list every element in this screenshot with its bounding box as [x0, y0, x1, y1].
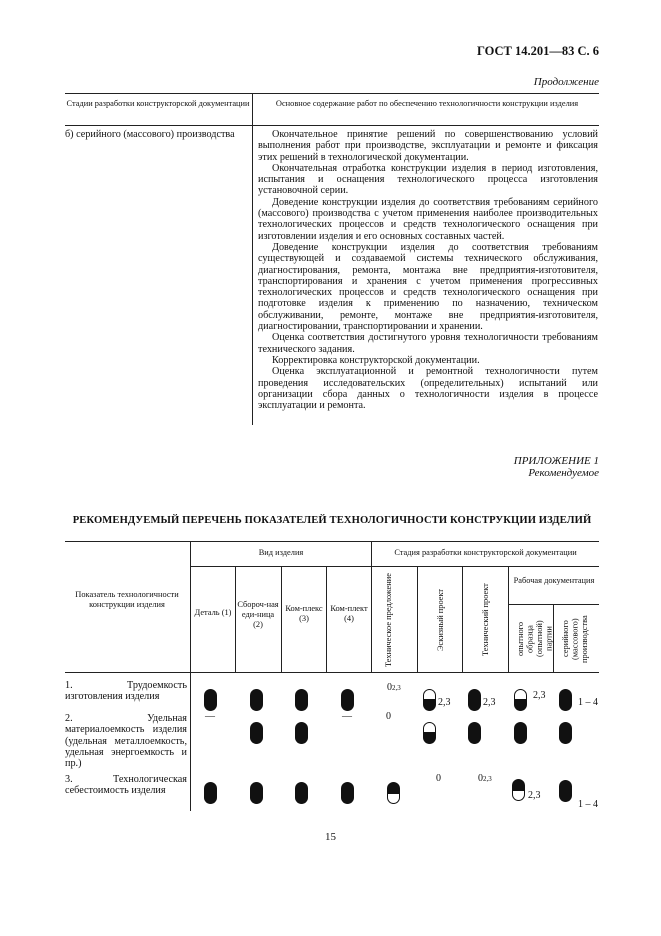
group-stage: Стадия разработки конструкторской документации — [394, 548, 577, 557]
filled-mark — [468, 722, 481, 744]
section-title: РЕКОМЕНДУЕМЫЙ ПЕРЕЧЕНЬ ПОКАЗАТЕЛЕЙ ТЕХНОЛОГИЧНОСТИ КОНСТРУКЦИИ ИЗДЕЛИЙ — [72, 515, 592, 526]
paragraph: Окончательная отработка конструкции изделия в период изготовления, испытания и оснащения технологического процесса изготовления установочной серии. — [258, 162, 598, 197]
filled-mark — [341, 782, 354, 804]
mark-text: 02,3 — [478, 773, 492, 784]
mark-text: — — [205, 711, 215, 722]
filled-mark — [204, 782, 217, 804]
top-table-col1-header: Стадии разработки конструкторской документации — [66, 99, 250, 108]
paragraph: Корректировка конструкторской документации. — [272, 354, 480, 366]
paragraph: Оценка эксплуатационной и ремонтной технологичности путем проведения исследовательских (определительных) испытаний или организации сбора данных о технологичности изделия в процессе эксплуатации и ремонта. — [258, 366, 598, 412]
table-col-divider — [417, 566, 418, 672]
col-serial: серийного (массового) производства — [561, 615, 589, 663]
col-kit: Ком-плект (4) — [330, 604, 368, 623]
mark-text: 0 — [436, 773, 441, 784]
mark-text: 2,3 — [533, 690, 546, 701]
half-filled-mark — [514, 689, 527, 711]
appendix-label: ПРИЛОЖЕНИЕ 1 — [513, 455, 599, 467]
top-table-col2-header: Основное содержание работ по обеспечению технологичности конструкции изделия — [275, 99, 579, 108]
group-product-type: Вид изделия — [258, 548, 304, 557]
filled-mark — [250, 782, 263, 804]
appendix-block — [514, 455, 599, 479]
top-table-rule-top — [65, 93, 599, 94]
filled-mark — [341, 689, 354, 711]
mark-text: 2,3 — [438, 697, 451, 708]
filled-mark — [204, 689, 217, 711]
mark-text: 2,3 — [483, 697, 496, 708]
filled-mark — [250, 722, 263, 744]
mark-text: 1 – 4 — [578, 697, 598, 708]
page-number: 15 — [325, 831, 336, 843]
col-working-docs: Рабочая документация — [513, 576, 595, 585]
paragraph: Окончательное принятие решений по совершенствованию условий выполнения работ при производстве, эксплуатации и ремонте и фиксация этих решений в технологической документации. — [258, 129, 598, 163]
half-filled-mark — [423, 722, 436, 744]
table-rule-header — [65, 672, 599, 673]
filled-mark — [295, 689, 308, 711]
filled-mark — [250, 689, 263, 711]
table-col-divider — [371, 541, 372, 672]
col-draft-design: Эскизный проект — [436, 588, 445, 652]
col-prototype: опытного образца (опытной) партии — [516, 620, 554, 658]
table-rule-group — [190, 566, 599, 567]
filled-mark — [514, 722, 527, 744]
col-assembly: Сбороч-ная еди-ница (2) — [237, 600, 279, 629]
table-col-divider — [462, 566, 463, 672]
filled-mark — [559, 722, 572, 744]
filled-mark — [559, 689, 572, 711]
mark-text: 02,3 — [387, 682, 401, 693]
row-label-cost: 3. Технологическая себестоимость изделия — [65, 774, 187, 797]
appendix-status: Рекомендуемое — [528, 467, 599, 479]
continuation-label: Продолжение — [533, 76, 599, 88]
filled-mark — [295, 722, 308, 744]
work-content-cell — [258, 129, 598, 411]
filled-mark — [295, 782, 308, 804]
stage-cell: б) серийного (массового) производства — [65, 129, 235, 140]
table-rule-top — [65, 541, 599, 542]
mark-text: — — [342, 711, 352, 722]
indicator-header: Показатель технологичности конструкции изделия — [75, 590, 179, 609]
col-complex: Ком-плекс (3) — [285, 604, 323, 623]
filled-mark — [468, 689, 481, 711]
mark-text: 2,3 — [528, 790, 541, 801]
top-table-divider — [252, 93, 253, 425]
mark-text: 1 – 4 — [578, 799, 598, 810]
col-detail: Деталь (1) — [194, 608, 232, 617]
col-tech-design: Технический проект — [481, 583, 490, 657]
paragraph: Оценка соответствия достигнутого уровня технологичности требованиям технического задания. — [258, 332, 598, 355]
top-table-rule-header — [65, 125, 599, 126]
filled-mark — [559, 780, 572, 802]
paragraph: Доведение конструкции изделия до соответствия требованиям существующей и создаваемой системы технического обслуживания, диагностирования, ремонта, монтажа вне предприятия-изготовителя, транспортирования и хранения с учетом применения прогрессивных технологических процессов и средств технологического оснащения при подготовке изделия к применению по назначению, техническом обслуживании, ремонте, монтаже вне предприятия-изготовителя, диагностировании, транспортировании и хранении. — [258, 241, 598, 333]
col-tech-proposal: Техническое предложение — [384, 573, 393, 667]
half-filled-mark — [512, 779, 525, 801]
table-col-divider — [190, 541, 191, 811]
row-label-labor: 1. Трудоемкость изготовления изделия — [65, 680, 187, 703]
half-filled-mark — [423, 689, 436, 711]
paragraph: Доведение конструкции изделия до соответствия требованиям серийного (массового) производства с учетом применения наиболее производительных технологических процессов и средств технологического оснащения при изготовлении изделия и его основных составных частей. — [258, 196, 598, 242]
document-header: ГОСТ 14.201—83 С. 6 — [476, 44, 599, 58]
mark-text: 0 — [386, 711, 391, 722]
row-label-material: 2. Удельная материалоемкость изделия (удельная металлоемкость, удельная энергоемкость и пр.) — [65, 713, 187, 770]
half-filled-mark — [387, 782, 400, 804]
